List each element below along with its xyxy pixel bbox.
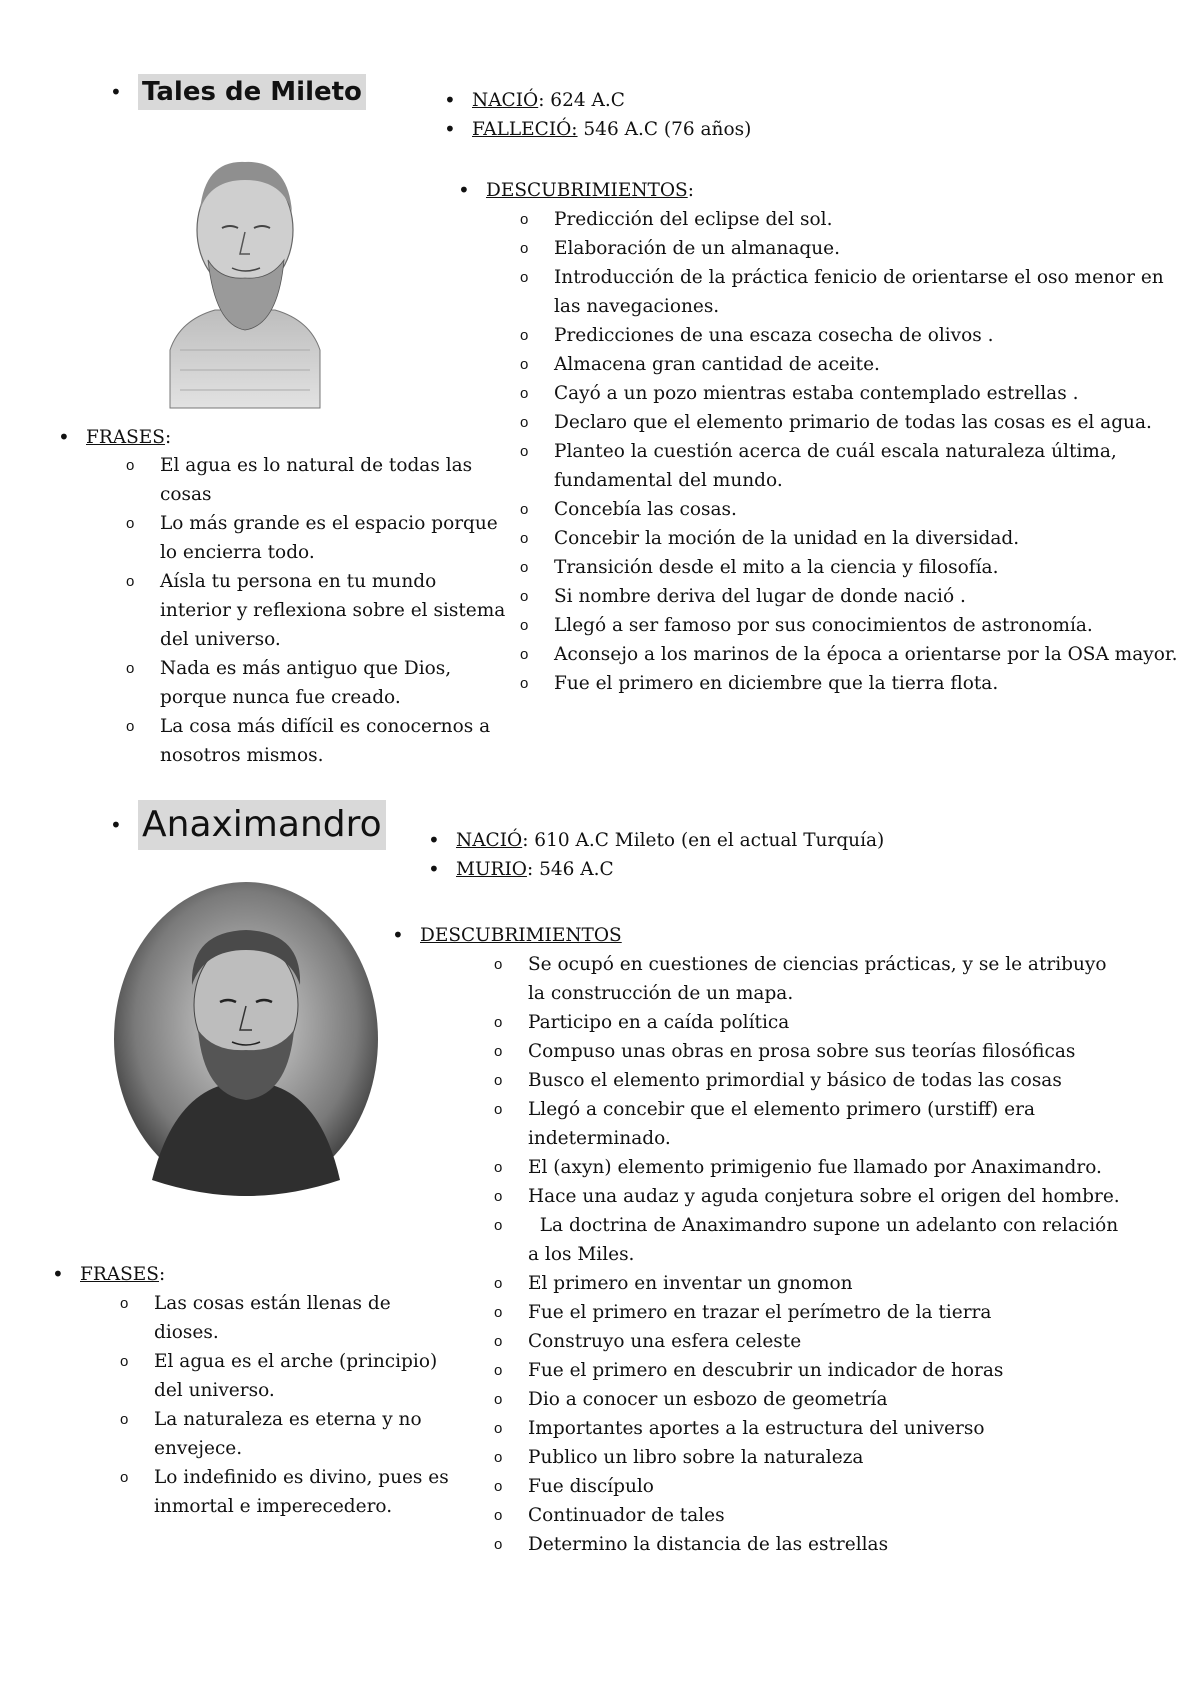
list-item: o El agua es lo natural de todas las cosas <box>160 451 512 509</box>
tales-discoveries-list <box>554 205 1194 698</box>
list-item: o Dio a conocer un esbozo de geometría <box>528 1385 1128 1414</box>
anaximandro-discoveries-list <box>528 950 1128 1559</box>
anaximandro-title: Anaximandro <box>138 800 386 850</box>
tales-title: Tales de Mileto <box>138 74 366 110</box>
list-item: o Elaboración de un almanaque. <box>554 234 1194 263</box>
list-item: o Concebía las cosas. <box>554 495 1194 524</box>
list-item: o Predicciones de una escaza cosecha de olivos . <box>554 321 1194 350</box>
list-item: o Importantes aportes a la estructura del universo <box>528 1414 1128 1443</box>
anaximandro-phrases-label: FRASES <box>80 1264 159 1285</box>
tales-born-value: : 624 A.C <box>538 90 625 111</box>
tales-born-label: NACIÓ <box>472 90 539 111</box>
anaximandro-died <box>456 855 884 884</box>
anaximandro-phrases-list <box>154 1289 454 1521</box>
list-item: o Fue discípulo <box>528 1472 1128 1501</box>
list-item: o La cosa más difícil es conocernos a nosotros mismos. <box>160 712 512 770</box>
list-item: o Cayó a un pozo mientras estaba contemplado estrellas . <box>554 379 1194 408</box>
tales-died-label: FALLECIÓ: <box>472 119 578 140</box>
tales-born <box>472 86 751 115</box>
anaximandro-born-value: : 610 A.C Mileto (en el actual Turquía) <box>522 830 885 851</box>
tales-discoveries-label: DESCUBRIMIENTOS <box>486 180 688 201</box>
list-item: o Concebir la moción de la unidad en la diversidad. <box>554 524 1194 553</box>
tales-heading-item <box>138 74 366 110</box>
tales-phrases-list <box>160 451 512 770</box>
list-item: o Lo indefinido es divino, pues es inmortal e imperecedero. <box>154 1463 454 1521</box>
anaximandro-heading-item <box>138 800 386 850</box>
list-item: o Construyo una esfera celeste <box>528 1327 1128 1356</box>
list-item: o El agua es el arche (principio) del universo. <box>154 1347 454 1405</box>
anaximandro-discoveries-label: DESCUBRIMIENTOS <box>420 925 622 946</box>
anaximandro-phrases-heading: • FRASES: <box>80 1260 165 1289</box>
list-item: o Fue el primero en descubrir un indicador de horas <box>528 1356 1128 1385</box>
tales-portrait <box>160 150 330 412</box>
tales-phrases-label: FRASES <box>86 427 165 448</box>
list-item: o Almacena gran cantidad de aceite. <box>554 350 1194 379</box>
list-item: o Participo en a caída política <box>528 1008 1128 1037</box>
list-item: o El (axyn) elemento primigenio fue llamado por Anaximandro. <box>528 1153 1128 1182</box>
anaximandro-died-label: MURIO <box>456 859 527 880</box>
list-item: o Fue el primero en trazar el perímetro de la tierra <box>528 1298 1128 1327</box>
anaximandro-discoveries-heading <box>420 921 622 950</box>
anaximandro-portrait <box>112 880 380 1198</box>
list-item: o Lo más grande es el espacio porque lo encierra todo. <box>160 509 512 567</box>
list-item: o Publico un libro sobre la naturaleza <box>528 1443 1128 1472</box>
list-item: o Se ocupó en cuestiones de ciencias prácticas, y se le atribuyo la construcción de un mapa. <box>528 950 1128 1008</box>
list-item: o Fue el primero en diciembre que la tierra flota. <box>554 669 1194 698</box>
list-item: o Llegó a concebir que el elemento primero (urstiff) era indeterminado. <box>528 1095 1128 1153</box>
list-item: o Declaro que el elemento primario de todas las cosas es el agua. <box>554 408 1194 437</box>
list-item: o Introducción de la práctica fenicio de orientarse el oso menor en las navegaciones. <box>554 263 1194 321</box>
anaximandro-born-label: NACIÓ <box>456 830 523 851</box>
anaximandro-died-value: : 546 A.C <box>526 859 614 880</box>
list-item: o Hace una audaz y aguda conjetura sobre el origen del hombre. <box>528 1182 1128 1211</box>
tales-died-value: 546 A.C (76 años) <box>577 119 752 140</box>
list-item: o Compuso unas obras en prosa sobre sus teorías filosóficas <box>528 1037 1128 1066</box>
list-item: o Predicción del eclipse del sol. <box>554 205 1194 234</box>
list-item: o Aconsejo a los marinos de la época a orientarse por la OSA mayor. <box>554 640 1194 669</box>
list-item: o Continuador de tales <box>528 1501 1128 1530</box>
list-item: o Aísla tu persona en tu mundo interior y reflexiona sobre el sistema del universo. <box>160 567 512 654</box>
list-item: o Las cosas están llenas de dioses. <box>154 1289 454 1347</box>
list-item: o Busco el elemento primordial y básico de todas las cosas <box>528 1066 1128 1095</box>
list-item: o La naturaleza es eterna y no envejece. <box>154 1405 454 1463</box>
list-item: o El primero en inventar un gnomon <box>528 1269 1128 1298</box>
list-item: o Nada es más antiguo que Dios, porque nunca fue creado. <box>160 654 512 712</box>
list-item: o Llegó a ser famoso por sus conocimientos de astronomía. <box>554 611 1194 640</box>
tales-phrases-heading: • FRASES: <box>86 423 171 452</box>
list-item: o Si nombre deriva del lugar de donde nació . <box>554 582 1194 611</box>
anaximandro-born <box>456 826 884 855</box>
tales-died <box>472 115 751 144</box>
list-item: o La doctrina de Anaximandro supone un adelanto con relación a los Miles. <box>528 1211 1128 1269</box>
list-item: o Planteo la cuestión acerca de cuál escala naturaleza última, fundamental del mundo. <box>554 437 1194 495</box>
tales-discoveries-heading: • DESCUBRIMIENTOS: <box>486 176 694 205</box>
list-item: o Transición desde el mito a la ciencia y filosofía. <box>554 553 1194 582</box>
list-item: o Determino la distancia de las estrellas <box>528 1530 1128 1559</box>
